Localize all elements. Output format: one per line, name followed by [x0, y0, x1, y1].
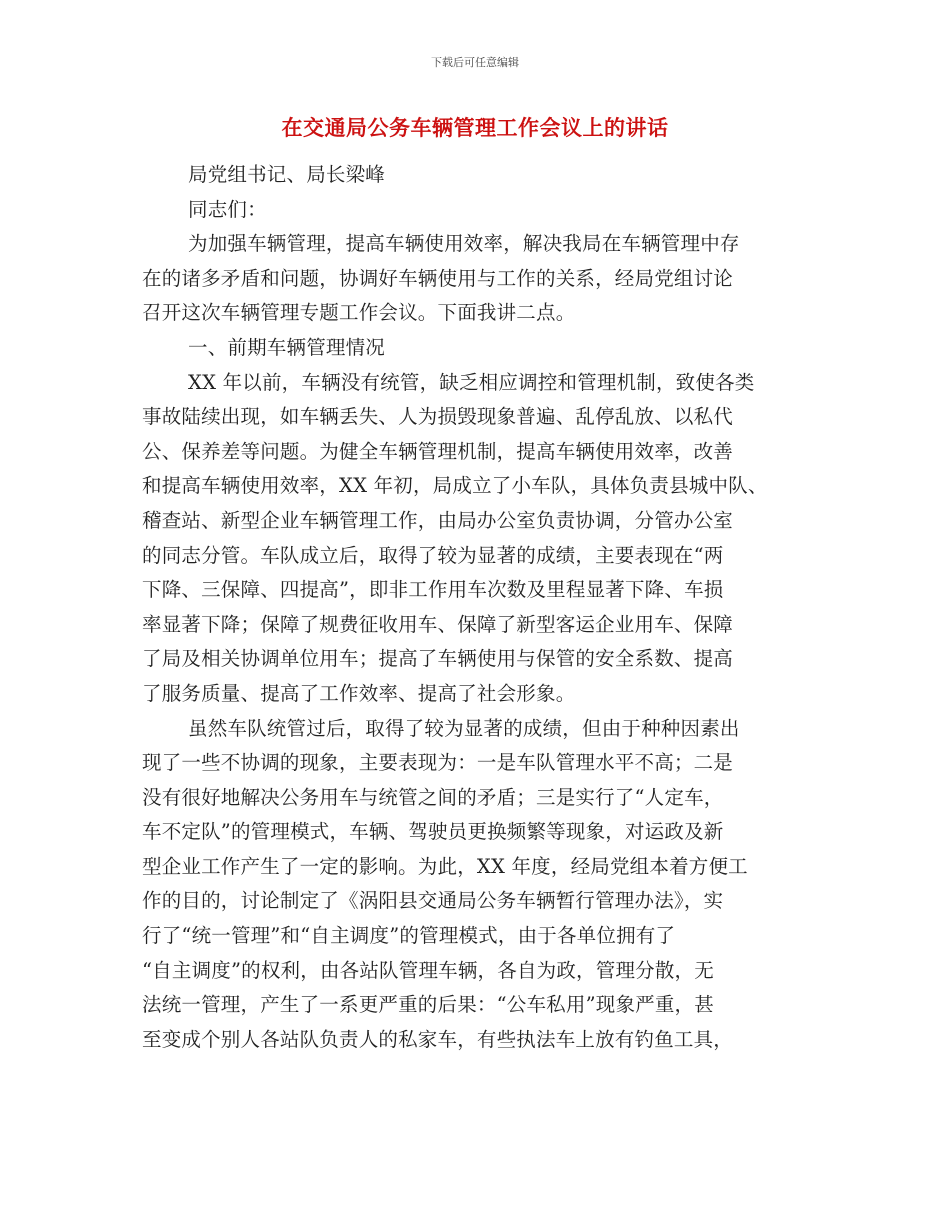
text-line: 型企业工作产生了一定的影响。为此，XX 年度，经局党组本着方便工: [142, 854, 748, 878]
text-line: 公、保养差等问题。为健全车辆管理机制，提高车辆使用效率，改善: [142, 439, 734, 463]
text-line: 的同志分管。车队成立后，取得了较为显著的成绩，主要表现在“两: [142, 543, 724, 567]
text-line: 了服务质量、提高了工作效率、提高了社会形象。: [142, 681, 576, 705]
text-line: XX 年以前，车辆没有统管，缺乏相应调控和管理机制，致使各类: [188, 370, 755, 394]
document-title: 在交通局公务车辆管理工作会议上的讲话: [281, 116, 669, 140]
text-line: 法统一管理，产生了一系更严重的后果：“公车私用”现象严重，甚: [142, 993, 714, 1017]
text-line: 虽然车队统管过后，取得了较为显著的成绩，但由于种种因素出: [188, 716, 740, 740]
text-line: 没有很好地解决公务用车与统管之间的矛盾；三是实行了“人定车，: [142, 785, 724, 809]
text-line: 为加强车辆管理，提高车辆使用效率，解决我局在车辆管理中存: [188, 232, 740, 256]
document-body: [142, 158, 802, 1057]
text-line: 行了“统一管理”和“自主调度”的管理模式，由于各单位拥有了: [142, 924, 676, 948]
text-line: 至变成个别人各站队负责人的私家车，有些执法车上放有钓鱼工具，: [142, 1027, 734, 1051]
text-line: 局党组书记、局长梁峰: [188, 163, 386, 186]
text-line: 下降、三保障、四提高”，即非工作用车次数及里程显著下降、车损: [142, 578, 724, 602]
text-line: 同志们：: [188, 197, 267, 221]
text-line: “自主调度”的权利，由各站队管理车辆，各自为政，管理分散，无: [142, 958, 714, 982]
text-line: 召开这次车辆管理专题工作会议。下面我讲二点。: [142, 301, 576, 325]
header-note: 下载后可任意编辑: [431, 56, 519, 69]
text-line: 现了一些不协调的现象，主要表现为：一是车队管理水平不高；二是: [142, 751, 734, 775]
text-line: 率显著下降；保障了规费征收用车、保障了新型客运企业用车、保障: [142, 612, 734, 636]
text-line: 稽查站、新型企业车辆管理工作，由局办公室负责协调，分管办公室: [142, 508, 734, 532]
text-line: 一、前期车辆管理情况: [188, 335, 386, 359]
text-line: 和提高车辆使用效率，XX 年初，局成立了小车队，具体负责县城中队、: [142, 474, 768, 498]
text-line: 车不定队”的管理模式，车辆、驾驶员更换频繁等现象，对运政及新: [142, 820, 724, 844]
text-line: 在的诸多矛盾和问题，协调好车辆使用与工作的关系，经局党组讨论: [142, 266, 734, 290]
text-line: 作的目的，讨论制定了《涡阳县交通局公务车辆暂行管理办法》，实: [142, 889, 724, 913]
text-line: 事故陆续出现，如车辆丢失、人为损毁现象普遍、乱停乱放、以私代: [142, 405, 734, 429]
text-line: 了局及相关协调单位用车；提高了车辆使用与保管的安全系数、提高: [142, 647, 734, 671]
